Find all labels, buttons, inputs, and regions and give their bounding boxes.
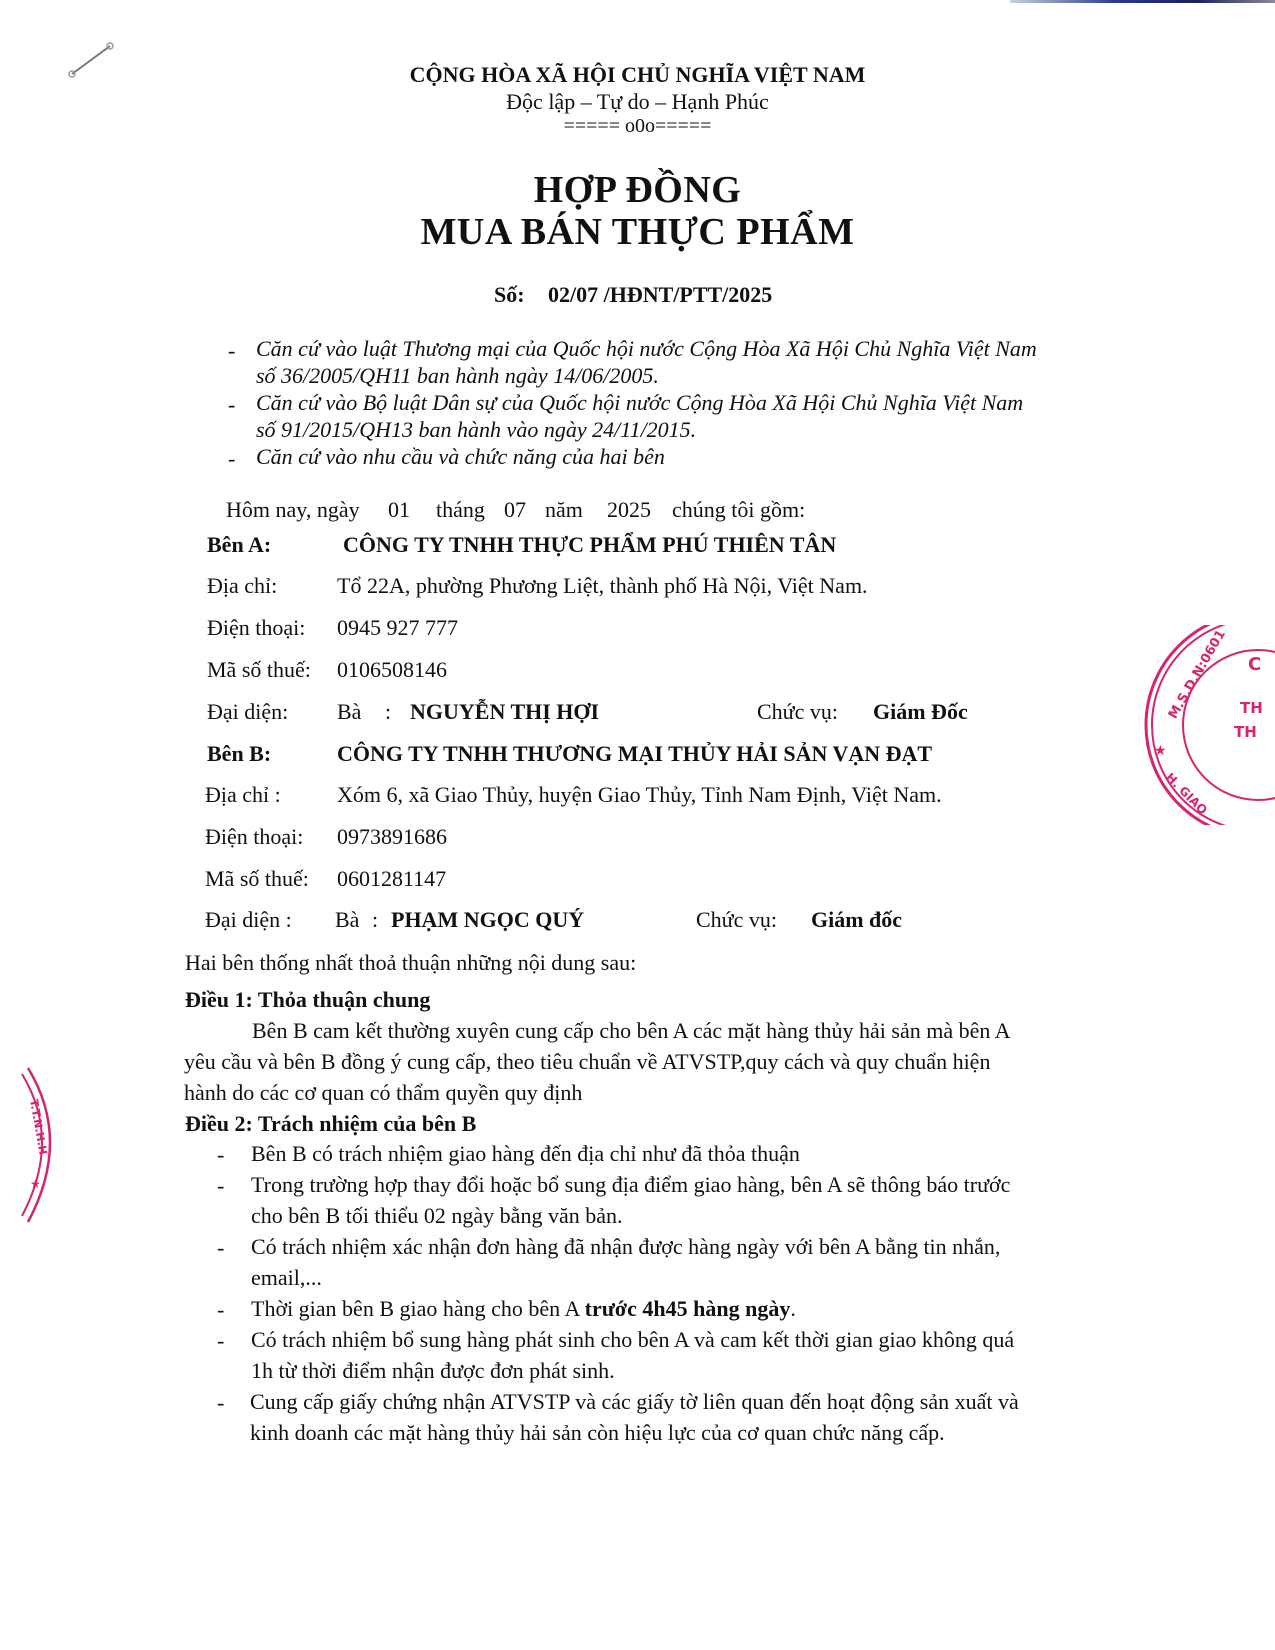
bullet-dash: - (217, 1390, 225, 1415)
svg-text:TH: TH (1240, 699, 1263, 717)
party-b-label: Bên B: (207, 741, 272, 766)
party-b-rep-title: Bà (335, 907, 360, 932)
party-b-name: CÔNG TY TNHH THƯƠNG MẠI THỦY HẢI SẢN VẠN ĐẠT (337, 741, 933, 766)
party-b-rep-label: Đại diện : (205, 907, 292, 932)
party-a-label: Bên A: (207, 532, 272, 557)
party-a-name: CÔNG TY TNHH THỰC PHẨM PHÚ THIÊN TÂN (343, 532, 837, 557)
party-b-tax-label: Mã số thuế: (205, 866, 309, 891)
party-a-address: Tổ 22A, phường Phương Liệt, thành phố Hà Nội, Việt Nam. (337, 573, 868, 598)
preamble-2-line-2: số 91/2015/QH13 ban hành vào ngày 24/11/2015. (256, 417, 697, 442)
svg-text:H. GIAO: H. GIAO (1162, 770, 1211, 818)
bullet-dash: - (228, 392, 236, 417)
svg-text:C: C (1248, 654, 1262, 675)
agreement-intro: Hai bên thống nhất thoả thuận những nội dung sau: (185, 950, 637, 975)
bullet-dash: - (217, 1328, 225, 1353)
svg-text:TH: TH (1234, 723, 1257, 741)
article-1-heading: Điều 1: Thỏa thuận chung (185, 987, 431, 1012)
svg-text:★: ★ (1154, 743, 1167, 759)
party-a-phone-label: Điện thoại: (207, 615, 306, 640)
article-2-item-5-line-1: Có trách nhiệm bổ sung hàng phát sinh cho bên A và cam kết thời gian giao không quá (251, 1327, 1015, 1352)
item-4-text: Thời gian bên B giao hàng cho bên A (251, 1296, 585, 1321)
bullet-dash: - (217, 1235, 225, 1260)
company-seal-left-fragment (0, 1060, 80, 1230)
party-a-position: Giám Đốc (873, 699, 968, 724)
article-2-item-2-line-2: cho bên B tối thiểu 02 ngày bằng văn bản. (251, 1203, 623, 1228)
article-2-heading: Điều 2: Trách nhiệm của bên B (185, 1111, 477, 1136)
party-a-rep-name: NGUYỄN THỊ HỢI (410, 699, 600, 724)
article-2-item-5-line-2: 1h từ thời điểm nhận được đơn phát sinh. (251, 1358, 615, 1383)
title-line-2: MUA BÁN THỰC PHẨM (420, 211, 855, 253)
svg-text:T.T.N.H.H: T.T.N.H.H (27, 1098, 50, 1156)
party-a-tax-label: Mã số thuế: (207, 657, 311, 682)
article-2-item-3-line-1: Có trách nhiệm xác nhận đơn hàng đã nhận được hàng ngày với bên A bằng tin nhắn, (251, 1234, 1001, 1259)
preamble-2-line-1: Căn cứ vào Bộ luật Dân sự của Quốc hội nước Cộng Hòa Xã Hội Chủ Nghĩa Việt Nam (256, 390, 1024, 415)
nation-heading: CỘNG HÒA XÃ HỘI CHỦ NGHĨA VIỆT NAM (409, 62, 866, 87)
date-day: 01 (388, 497, 410, 522)
party-b-position-label: Chức vụ: (696, 907, 777, 932)
bullet-dash: - (217, 1142, 225, 1167)
article-2-item-6-line-2: kinh doanh các mặt hàng thủy hải sản còn hiệu lực của cơ quan chức năng cấp. (250, 1420, 945, 1445)
item-4-emphasis: trước 4h45 hàng ngày (584, 1296, 791, 1321)
date-year-label: năm (545, 497, 583, 522)
svg-text:M.S.D.N:0601: M.S.D.N:0601 (1165, 627, 1229, 722)
party-b-rep-name: PHẠM NGỌC QUÝ (391, 907, 585, 932)
date-prefix: Hôm nay, ngày (226, 497, 360, 522)
party-a-tax: 0106508146 (337, 657, 447, 682)
svg-text:★: ★ (30, 1177, 41, 1191)
preamble-1-line-2: số 36/2005/QH11 ban hành ngày 14/06/2005. (256, 363, 659, 388)
article-1-line-2: yêu cầu và bên B đồng ý cung cấp, theo tiêu chuẩn về ATVSTP,quy cách và quy chuẩn hiện (184, 1049, 991, 1074)
party-a-rep-title: Bà (337, 699, 362, 724)
party-b-phone: 0973891686 (337, 824, 447, 849)
item-4-period: . (790, 1296, 796, 1321)
number-label: Số: (494, 282, 525, 307)
bullet-dash: - (217, 1297, 225, 1322)
party-b-phone-label: Điện thoại: (205, 824, 304, 849)
article-2-item-3-line-2: email,... (251, 1265, 322, 1290)
party-b-rep-colon: : (372, 907, 379, 932)
date-month-label: tháng (436, 497, 485, 522)
party-b-tax: 0601281147 (337, 866, 447, 891)
party-b-address: Xóm 6, xã Giao Thủy, huyện Giao Thủy, Tỉnh Nam Định, Việt Nam. (337, 782, 942, 807)
article-2-item-6-line-1: Cung cấp giấy chứng nhận ATVSTP và các giấy tờ liên quan đến hoạt động sản xuất và (250, 1389, 1019, 1414)
article-2-item-4 (251, 1296, 796, 1322)
article-2-item-1: Bên B có trách nhiệm giao hàng đến địa chỉ như đã thỏa thuận (251, 1141, 800, 1166)
party-b-address-label: Địa chỉ : (205, 782, 281, 807)
article-1-line-3: hành do các cơ quan có thẩm quyền quy định (184, 1080, 583, 1105)
bullet-dash: - (217, 1173, 225, 1198)
separator: ===== o0o===== (563, 115, 712, 137)
bullet-dash: - (228, 446, 236, 471)
date-year: 2025 (607, 497, 651, 522)
preamble-1-line-1: Căn cứ vào luật Thương mại của Quốc hội nước Cộng Hòa Xã Hội Chủ Nghĩa Việt Nam (256, 336, 1037, 361)
article-1-line-1: Bên B cam kết thường xuyên cung cấp cho bên A các mặt hàng thủy hải sản mà bên A (252, 1018, 1011, 1043)
preamble-3: Căn cứ vào nhu cầu và chức năng của hai bên (256, 444, 665, 469)
date-suffix: chúng tôi gồm: (672, 497, 806, 522)
party-b-position: Giám đốc (811, 907, 903, 932)
contract-number: 02/07 /HĐNT/PTT/2025 (548, 282, 773, 307)
party-a-phone: 0945 927 777 (337, 615, 458, 640)
party-a-address-label: Địa chỉ: (207, 573, 278, 598)
party-a-position-label: Chức vụ: (757, 699, 838, 724)
scan-edge (1010, 0, 1275, 3)
bullet-dash: - (228, 338, 236, 363)
motto: Độc lập – Tự do – Hạnh Phúc (506, 89, 769, 114)
company-seal-right (1140, 625, 1275, 825)
article-2-item-2-line-1: Trong trường hợp thay đổi hoặc bổ sung địa điểm giao hàng, bên A sẽ thông báo trước (251, 1172, 1011, 1197)
title-line-1: HỢP ĐỒNG (533, 169, 742, 211)
party-a-rep-colon: : (385, 699, 392, 724)
date-month: 07 (504, 497, 526, 522)
party-a-rep-label: Đại diện: (207, 699, 289, 724)
